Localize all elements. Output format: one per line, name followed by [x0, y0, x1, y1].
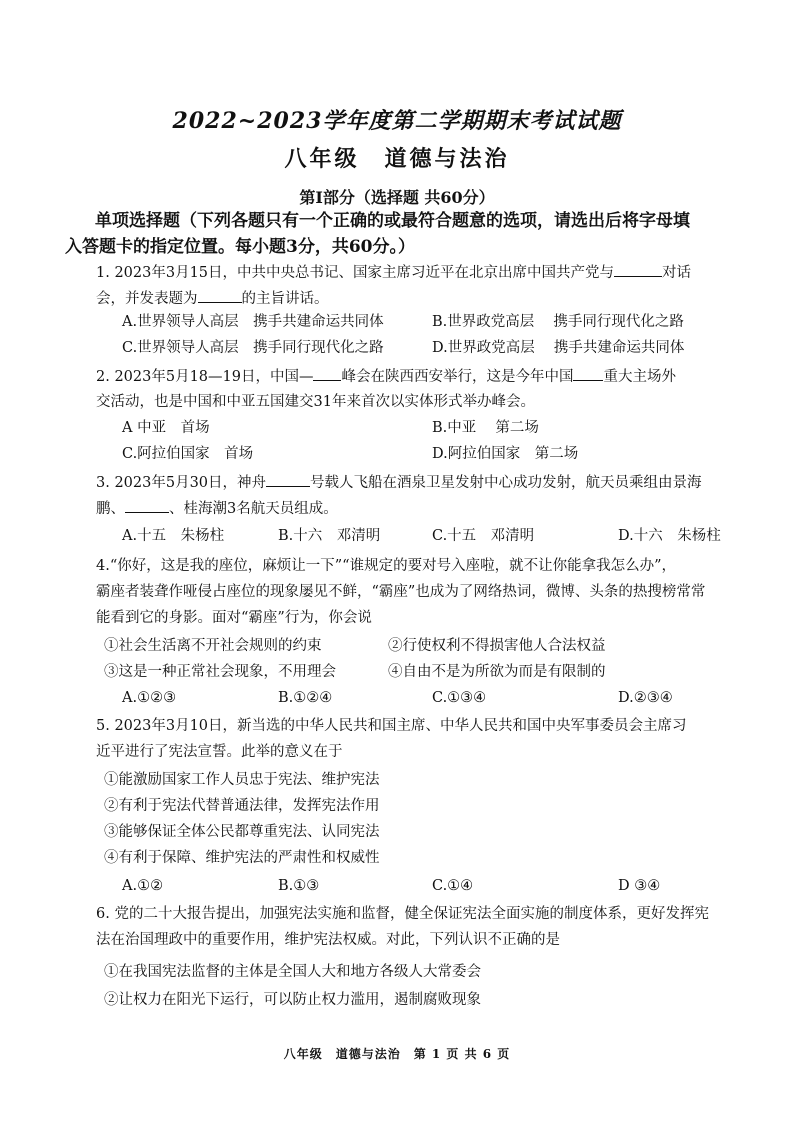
answer-blank	[313, 366, 341, 381]
q6-item-2: ②让权力在阳光下运行，可以防止权力滥用，遏制腐败现象	[104, 992, 481, 1008]
q1-stem-line-1: 1. 2023年3月15日，中共中央总书记、国家主席习近平在北京出席中国共产党与 对话	[96, 262, 766, 283]
q1-option-d[interactable]: D.世界政党高层 携手共建命运共同体	[432, 340, 685, 356]
q1-option-c[interactable]: C.世界领导人高层 携手同行现代化之路	[122, 340, 384, 356]
answer-blank	[573, 366, 603, 381]
q6-item-1: ①在我国宪法监督的主体是全国人大和地方各级人大常委会	[104, 964, 481, 980]
q2-stem-line-2: 交活动，也是中国和中亚五国建交31年来首次以实体形式举办峰会。	[96, 394, 535, 410]
q4-stem-line-3: 能看到它的身影。面对“霸座”行为，你会说	[96, 610, 372, 626]
q4-stem-line-1: 4.“你好，这是我的座位，麻烦让一下”“谁规定的要对号入座啦，就不让你能拿我怎么办”，	[96, 558, 676, 574]
q1-option-a[interactable]: A.世界领导人高层 携手共建命运共同体	[122, 314, 384, 330]
q6-stem-line-2: 法在治国理政中的重要作用，维护宪法权威。对此，下列认识不正确的是	[96, 932, 560, 948]
q5-option-a[interactable]: A.①②	[122, 878, 164, 894]
q3-option-a[interactable]: A.十五 朱杨柱	[122, 528, 225, 544]
q3-stem-line-2: 鹏、 、桂海潮3名航天员组成。	[96, 498, 766, 519]
answer-blank	[266, 472, 310, 487]
q5-item-4: ④有利于保障、维护宪法的严肃性和权威性	[104, 850, 380, 866]
instruction-line-2: 入答题卡的指定位置。每小题3分，共60分。）	[65, 237, 415, 257]
q2-option-a[interactable]: A 中亚 首场	[122, 420, 210, 436]
instruction-line-1: 单项选择题（下列各题只有一个正确的或最符合题意的选项，请选出后将字母填	[95, 211, 690, 231]
q1-option-b[interactable]: B.世界政党高层 携手同行现代化之路	[432, 314, 684, 330]
q2-option-d[interactable]: D.阿拉伯国家 第二场	[432, 446, 579, 462]
answer-blank	[614, 262, 662, 277]
q5-stem-line-1: 5. 2023年3月10日，新当选的中华人民共和国主席、中华人民共和国中央军事委员会主席习	[96, 718, 687, 734]
q4-item-2: ②行使权利不得损害他人合法权益	[388, 638, 606, 654]
answer-blank	[125, 498, 169, 513]
q4-item-4: ④自由不是为所欲为而是有限制的	[388, 664, 606, 680]
q4-item-1: ①社会生活离不开社会规则的约束	[104, 638, 322, 654]
q1-stem-line-2: 会，并发表题为 的主旨讲话。	[96, 288, 766, 309]
q4-stem-line-2: 霸座者装聋作哑侵占座位的现象屡见不鲜，“霸座”也成为了网络热词，微博、头条的热搜榜常常	[96, 584, 706, 600]
q5-stem-line-2: 近平进行了宪法宣誓。此举的意义在于	[96, 744, 343, 760]
q4-option-c[interactable]: C.①③④	[432, 690, 487, 706]
q4-option-d[interactable]: D.②③④	[618, 690, 673, 706]
q5-option-d[interactable]: D ③④	[618, 878, 661, 894]
q2-option-c[interactable]: C.阿拉伯国家 首场	[122, 446, 254, 462]
exam-subtitle: 八年级 道德与法治	[284, 146, 510, 172]
q5-option-b[interactable]: B.①③	[278, 878, 320, 894]
q4-option-a[interactable]: A.①②③	[122, 690, 177, 706]
exam-title: 2022~2023学年度第二学期期末考试试题	[172, 108, 622, 134]
section-instruction	[65, 208, 755, 260]
q3-option-c[interactable]: C.十五 邓清明	[432, 528, 535, 544]
q5-item-3: ③能够保证全体公民都尊重宪法、认同宪法	[104, 824, 380, 840]
q3-stem-line-1: 3. 2023年5月30日，神舟 号载人飞船在酒泉卫星发射中心成功发射，航天员乘组由景海	[96, 472, 766, 493]
section-title: 第Ⅰ部分（选择题 共60分）	[299, 188, 495, 207]
q4-item-3: ③这是一种正常社会现象，不用理会	[104, 664, 336, 680]
q5-option-c[interactable]: C.①④	[432, 878, 474, 894]
q5-item-1: ①能激励国家工作人员忠于宪法、维护宪法	[104, 772, 380, 788]
q2-option-b[interactable]: B.中亚 第二场	[432, 420, 539, 436]
q2-stem-line-1: 2. 2023年5月18—19日，中国— 峰会在陕西西安举行，这是今年中国 重大主场外	[96, 366, 766, 387]
page-footer: 八年级 道德与法治 第 1 页 共 6 页	[283, 1047, 511, 1061]
q4-option-b[interactable]: B.①②④	[278, 690, 333, 706]
q3-option-b[interactable]: B.十六 邓清明	[278, 528, 381, 544]
q5-item-2: ②有利于宪法代替普通法律，发挥宪法作用	[104, 798, 380, 814]
q6-stem-line-1: 6. 党的二十大报告提出，加强宪法实施和监督，健全保证宪法全面实施的制度体系，更好发挥宪	[96, 906, 709, 922]
answer-blank	[198, 288, 242, 303]
q3-option-d[interactable]: D.十六 朱杨柱	[618, 528, 721, 544]
